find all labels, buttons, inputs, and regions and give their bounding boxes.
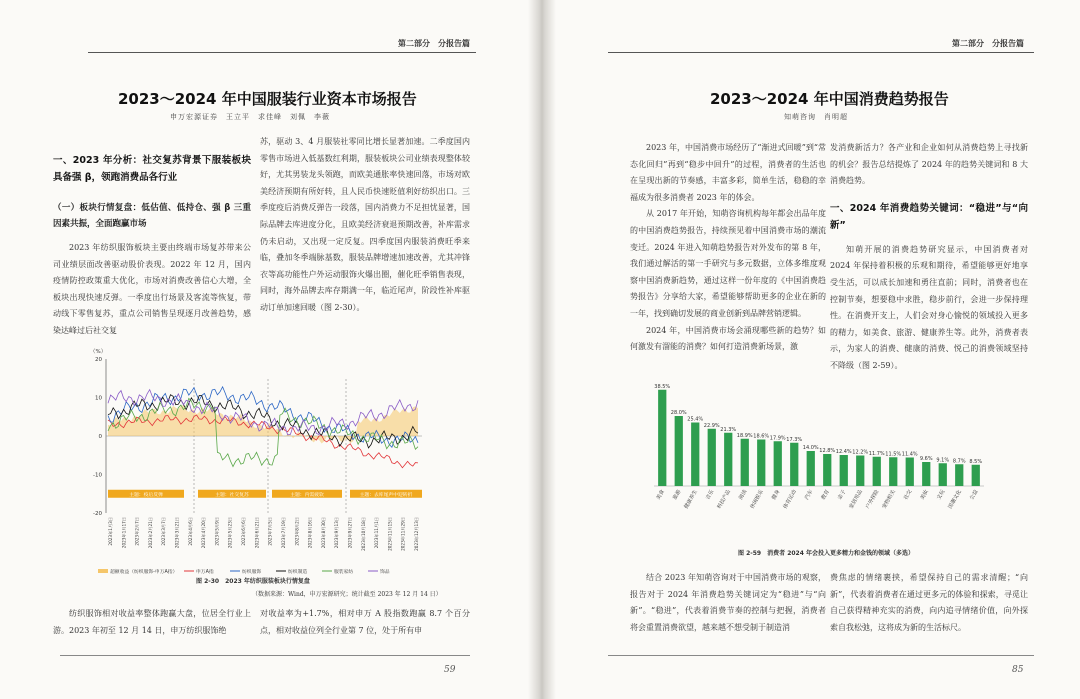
paragraph: 纺织服饰相对收益率整体跑赢大盘，位居全行业上游。2023 年初至 12 月 14 日，申万纺织服饰绝 (53, 609, 251, 635)
x-tick-label: 2023年11月29日 (400, 517, 406, 551)
right-page-title: 2023～2024 年中国消费趋势报告 (710, 90, 949, 108)
legend-label: 服装家纺 (334, 570, 354, 575)
bar-value-label: 18.9% (736, 432, 753, 439)
y-tick-label: -10 (93, 472, 102, 479)
legend-swatch (98, 569, 108, 573)
bar (724, 433, 732, 486)
bar-value-label: 25.4% (687, 416, 704, 423)
x-tick-label: 2023年10月18日 (360, 517, 366, 551)
market-review-chart (84, 345, 434, 585)
x-tick-label: 2023年7月19日 (280, 517, 286, 549)
category-label: 美食 (655, 489, 666, 501)
bar-value-label: 12.4% (835, 449, 852, 455)
left-footer-rule (60, 655, 470, 656)
bar-value-label: 22.9% (703, 422, 720, 429)
x-tick-label: 2023年3月21日 (174, 517, 180, 549)
paragraph: 发消费新活力？各产业和企业如何从消费趋势上寻找新的机会？报告总结提炼了 2024 年的趋势关键词和 8 大消费趋势。 (830, 143, 1028, 186)
sub-heading: （一）板块行情复盘：低估值、低持仓、强 β 三重因素共振，全面跑赢市场 (53, 203, 251, 229)
left-running-header: 第二部分 分报告篇 (398, 39, 470, 48)
bar (889, 457, 897, 486)
legend-label: 饰品 (380, 570, 390, 575)
left-authors: 申万宏源证券 王立平 求佳峰 刘佩 李薇 (170, 113, 330, 121)
paragraph: 结合 2023 年知萌咨询对于中国消费市场的观察，报告对于 2024 年消费趋势关键词定为“稳进”与“向新”。“稳进”，代表着消费节奏的控制与把握，消费者将会重置消费欲望，越来越不想受制于制造消 (630, 573, 826, 632)
bar (790, 443, 798, 486)
bar-value-label: 21.3% (720, 426, 737, 433)
y-tick-label: -20 (93, 511, 102, 517)
paragraph: 苏，驱动 3、4 月服装社零同比增长显著加速。二季度国内零售市场进入低基数红利期，服装板块公司业绩表现整体较好，尤其男装龙头领跑，而欧美通胀率快速回落，市场对欧美经济预期有所好转，且人民币快速贬值利好纺织出口。三季度疫后消费反弹告一段落，国内消费力不足担忧显著，国际品牌去库进度分化，且欧美经济衰退预期改善，补库需求仍未启动，又出现一定反复。四季度国内服装消费旺季来临，叠加冬季端脉基数，服装品牌增速加速改善，尤其冲锋衣等高功能性户外运动服饰火爆出圈，催化旺季销售表现，同时，海外品牌去库存期满一年，临近尾声，阶段性补库驱动订单加速回暖（图 2-30）。 (260, 137, 470, 312)
section-heading: 一、2024 年消费趋势关键词：“稳进”与“向新” (830, 202, 1028, 231)
right-bottom-col-2 (830, 570, 1028, 636)
legend-label: 纺织服饰 (242, 570, 262, 575)
right-page (548, 0, 1080, 699)
x-tick-label: 2023年6月21日 (254, 517, 260, 549)
x-tick-label: 2023年8月16日 (307, 517, 313, 549)
x-tick-label: 2023年3月7日 (161, 517, 167, 546)
bar-value-label: 8.5% (969, 458, 983, 465)
phase-label: 主题：疫后反弹 (129, 492, 163, 498)
x-tick-label: 2023年8月30日 (320, 517, 326, 549)
y-tick-label: 20 (95, 357, 102, 363)
bar (955, 464, 963, 486)
bar (922, 462, 930, 486)
bar-value-label: 12.2% (852, 449, 869, 456)
right-figure-caption: 图 2-59 消费者 2024 年会投入更多精力和金钱的领域（多选） (738, 550, 914, 557)
x-tick-label: 2023年7月5日 (267, 517, 273, 546)
bar-value-label: 17.3% (786, 436, 803, 443)
bar-value-label: 11.4% (901, 451, 918, 458)
category-label: 科技产品 (716, 489, 732, 510)
x-tick-label: 2023年6月6日 (241, 517, 247, 546)
x-tick-label: 2023年5月23日 (227, 517, 233, 549)
left-column-2 (260, 134, 470, 317)
bar (658, 390, 666, 486)
category-label: 文玩 (936, 489, 947, 501)
left-header-rule (88, 52, 476, 53)
category-label: 健身 (771, 489, 782, 501)
category-label: 休闲娱乐 (749, 489, 765, 510)
paragraph: 2024 年，中国消费市场会涌现哪些新的趋势？如何激发有溜能的消费？如何打造消费新场景，激 (630, 325, 826, 352)
x-tick-label: 2023年2月21日 (147, 517, 153, 549)
category-label: 户外探险 (864, 489, 881, 510)
paragraph: 2023 年，中国消费市场经历了“渐进式回暖”到“常态化回归”再到“稳步中回升”的过程，消费者的生活也在呈现出新的节奏感，丰富多彩，简单生活，稳稳的幸福成为很多消费者 2023 年的体会。 (630, 143, 826, 202)
bar (708, 429, 716, 486)
bar-value-label: 12.8% (819, 448, 836, 454)
bar-value-label: 38.5% (654, 383, 671, 390)
bar (774, 441, 782, 486)
bar (691, 423, 699, 487)
bar (972, 465, 980, 486)
bar-series (654, 384, 984, 510)
right-running-header: 第二部分 分报告篇 (952, 39, 1024, 48)
left-figure-source: （数据来源：Wind，申万宏源研究；统计截至 2023 年 12 月 14 日） (252, 591, 442, 598)
right-page-number: 85 (1012, 665, 1024, 675)
right-authors: 知萌咨询 肖明超 (784, 113, 848, 121)
chart-legend (98, 568, 390, 575)
bar-value-label: 17.9% (769, 435, 786, 442)
book-gutter (528, 0, 556, 699)
right-column-2 (830, 140, 1028, 375)
bar (939, 463, 947, 486)
category-label: 汽车 (804, 489, 815, 501)
bar-value-label: 8.7% (952, 458, 966, 465)
category-label: 旅游 (672, 489, 683, 501)
chart-series (108, 387, 418, 468)
x-axis-labels (107, 517, 420, 551)
bar (840, 455, 848, 486)
bar (856, 456, 864, 487)
bar-value-label: 11.7% (868, 450, 885, 457)
category-label: 阅读 (738, 489, 749, 501)
x-tick-label: 2023年4月20日 (201, 517, 207, 549)
x-tick-label: 2023年8月2日 (294, 517, 300, 546)
left-figure-caption: 图 2-30 2023 年纺织服装板块行情复盘 (196, 578, 310, 585)
x-tick-label: 2023年9月13日 (334, 517, 340, 549)
right-column-1 (630, 140, 826, 356)
category-label: 美妆 (919, 489, 930, 501)
right-header-rule (608, 52, 1034, 53)
right-footer-rule (608, 655, 1034, 656)
x-tick-label: 2023年12月13日 (414, 517, 419, 551)
left-page-title: 2023～2024 年中国服装行业资本市场报告 (118, 90, 417, 108)
left-page-number: 59 (444, 665, 456, 675)
legend-label: 纺织制造 (288, 570, 308, 575)
left-page (0, 0, 536, 699)
category-label: 健康养生 (683, 489, 699, 510)
category-label: 体育运动 (782, 489, 798, 510)
consumption-bar-chart (640, 378, 990, 544)
bar (807, 451, 815, 486)
paragraph: 对收益率为+1.7%，相对申万 A 股指数跑赢 8.7 个百分点，相对收益位列全行业第 7 位，处于所有申 (260, 609, 470, 635)
bar (675, 416, 683, 486)
legend-label: 申万A指 (196, 570, 214, 575)
paragraph: 2023 年纺织服饰板块主要由终端市场复苏带来公司业绩层面改善驱动股价表现。2022 年 12 月，国内疫情防控政策重大优化，市场对消费改善信心大增，全板块出现快速反弹。一季度出行场景及客流等恢复，带动线下零售复苏，重点公司销售呈现逐月改善趋势，感染达峰过后社交复 (53, 243, 251, 335)
paragraph: 费焦虑的情绪裹挟，希望保持自己的需求清醒；“向新”，代表着消费者在通过更多元的体验和探索，寻觅让自己获得精神充实的消费，向内追寻情绪价值，向外探索自我松弛，这将成为新的生活标尺。 (830, 573, 1028, 632)
category-label: 社交 (903, 489, 914, 501)
x-tick-label: 2023年9月27日 (347, 517, 353, 549)
category-label: 音乐 (705, 489, 716, 501)
bar-value-label: 28.0% (670, 410, 687, 416)
bar-value-label: 9.6% (919, 456, 933, 462)
bar (757, 440, 765, 487)
right-bottom-col-1 (630, 570, 826, 636)
category-label: 家居用品 (848, 489, 864, 510)
phase-label: 主题：内需疲软 (290, 492, 324, 498)
y-tick-label: 10 (95, 395, 102, 402)
phase-bands (108, 379, 422, 513)
category-label: 宠物相关 (881, 489, 897, 510)
y-tick-label: 0 (98, 434, 102, 440)
bar (741, 439, 749, 486)
bar (873, 457, 881, 486)
category-label: 亲子 (837, 489, 848, 501)
x-tick-label: 2023年5月9日 (214, 517, 220, 546)
category-label: 公益 (969, 489, 980, 501)
paragraph: 从 2017 年开始，知萌咨询机构每年都会出品年度的中国消费趋势报告，持续预见着中国消费市场的潮流变迁。2024 年进入知萌趋势报告对外发布的第 8 年，我们通过解活的第一手研究与多元数据，立体多维度观察中国消费新趋势，通过这样一份年度的《中国消费趋势报告》分享给大家，希望能够帮助更多的企业在新的一年，找到确切发展的商业创新到品牌营销逻辑。 (630, 209, 826, 318)
bar-value-label: 9.1% (936, 457, 950, 464)
left-column-1 (53, 150, 251, 340)
bar (906, 458, 914, 487)
left-bottom-col-1 (53, 606, 251, 639)
x-tick-label: 2023年4月6日 (187, 517, 193, 546)
bar (823, 454, 831, 486)
y-unit-label: （%） (90, 349, 107, 355)
phase-label: 主题：社交复苏 (215, 492, 249, 498)
x-tick-label: 2023年11月1日 (374, 517, 380, 549)
left-bottom-col-2 (260, 606, 470, 639)
phase-label: 主题：去库尾声中迎转折 (359, 492, 413, 498)
category-label: 国潮文化 (947, 489, 963, 510)
bar-value-label: 18.6% (753, 433, 770, 440)
x-tick-label: 2023年1月3日 (108, 517, 113, 546)
paragraph: 知萌开展的消费趋势研究显示，中国消费者对 2024 年保持着积极的乐观和期待，希望能够更好地享受生活，可以成长加速和勇往直前；同时，消费者也在控制节奏，想要稳中求胜，稳步前行，会进一步保持理性。在消费开支上，人们会对身心愉悦的领域投入更多的精力，如美食、旅游、健康养生等。此外，消费者表示，为家人的消费、健康的消费、悦己的消费领域坚持不降级（图 2-59）。 (830, 244, 1028, 370)
legend-label: 超额收益（纺织服饰-申万A指） (110, 570, 178, 575)
x-tick-label: 2023年2月7日 (134, 517, 140, 546)
bar-value-label: 14.0% (802, 445, 819, 451)
section-heading: 一、2023 年分析：社交复苏背景下服装板块具备强 β，领跑消费品各行业 (53, 155, 251, 183)
x-tick-label: 2023年1月17日 (121, 517, 127, 549)
x-tick-label: 2023年11月15日 (387, 517, 393, 551)
category-label: 教育 (820, 489, 831, 501)
bar-value-label: 11.5% (885, 451, 902, 458)
